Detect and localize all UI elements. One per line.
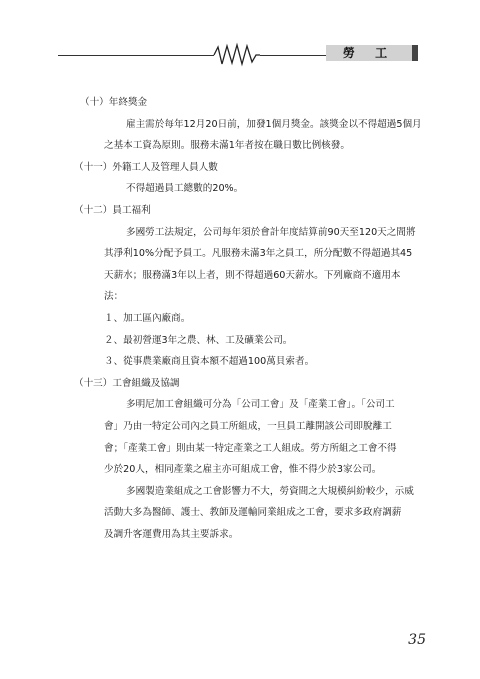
paragraph-line: 多明尼加工會組織可分為「公司工會」及「產業工會」。「公司工 [126, 399, 395, 410]
paragraph-line: 其淨利10%分配予員工。凡服務未滿3年之員工，所分配數不得超過其45 [104, 248, 413, 259]
paragraph-line: 及調升客運費用為其主要訴求。 [104, 529, 239, 540]
section-heading: （十二）員工福利 [74, 205, 151, 216]
paragraph-line: 不得超過員工總數的20%。 [126, 183, 244, 194]
paragraph-line: 法： [104, 291, 124, 302]
paragraph-line: 雇主需於每年12月20日前，加發1個月獎金。該獎金以不得超過5個月 [126, 119, 422, 130]
paragraph-line: 活動大多為醫師、護士、教師及運輸同業組成之工會，要求多政府調薪 [104, 507, 402, 518]
paragraph-line: 會；「產業工會」則由某一特定產業之工人組成。勞方所組之工會不得 [104, 443, 397, 454]
section-heading: （十一）外籍工人及管理人員人數 [74, 162, 218, 173]
section-heading: （十三）工會組織及協調 [74, 378, 180, 389]
paragraph-line: 少於20人，相同產業之雇主亦可組成工會，惟不得少於3家公司。 [104, 464, 382, 475]
paragraph-line: 多國勞工法規定，公司每年須於會計年度結算前90天至120天之間將 [126, 227, 416, 238]
header-section-title: 勞 工 [342, 46, 396, 60]
paragraph-line: 天薪水；服務滿3年以上者，則不得超過60天薪水。下列廠商不適用本 [104, 270, 401, 281]
section-heading: （十）年終獎金 [80, 97, 148, 108]
paragraph-line: 之基本工資為原則。服務未滿1年者按在職日數比例核發。 [104, 140, 350, 151]
list-item: ２、最初營運3年之農、林、工及礦業公司。 [104, 335, 293, 346]
list-item: ３、從事農業廠商且資本額不超過100萬貝索者。 [104, 356, 315, 367]
page-number: 35 [408, 632, 426, 648]
paragraph-line: 會」乃由一特定公司內之員工所組成，一旦員工離開該公司即脫離工 [104, 421, 392, 432]
list-item: １、加工區內廠商。 [104, 313, 191, 324]
paragraph-line: 多國製造業組成之工會影響力不大，勞資間之大規模糾紛較少，示威 [126, 486, 414, 497]
